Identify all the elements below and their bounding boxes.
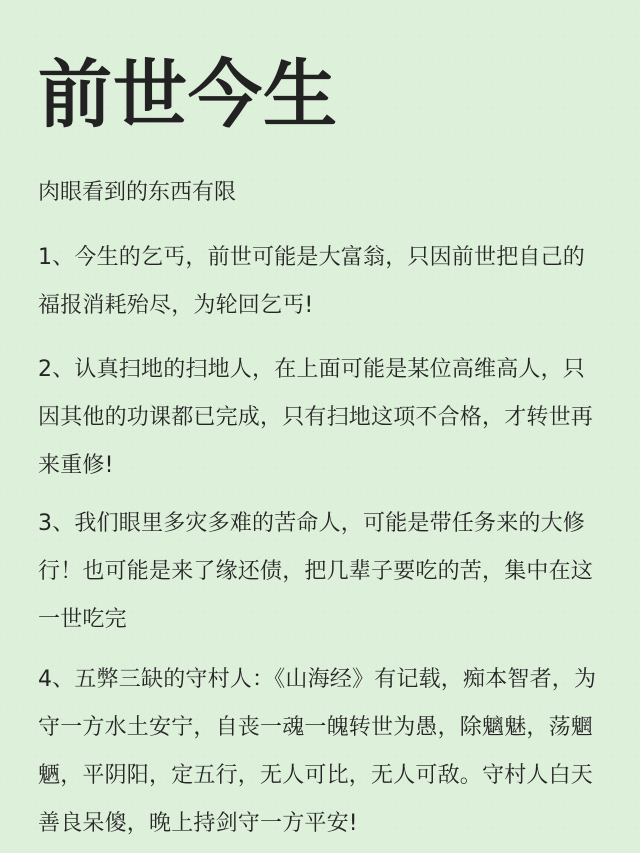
paragraph-2: 2、认真扫地的扫地人，在上面可能是某位高维高人，只因其他的功课都已完成，只有扫地这项不合格，才转世再来重修! (38, 357, 594, 478)
paragraph-4: 4、五弊三缺的守村人：《山海经》有记载，痴本智者，为守一方水土安宁，自丧一魂一魄转世为愚，除魑魅，荡魍魉，平阴阳，定五行，无人可比，无人可敌。守村人白天善良呆傻，晚上持剑守一方平安! (38, 667, 597, 836)
paragraph-3: 3、我们眼里多灾多难的苦命人，可能是带任务来的大修行！也可能是来了缘还债，把几辈子要吃的苦，集中在这一世吃完 (38, 511, 594, 632)
page-title: 前世今生 (38, 52, 338, 138)
paragraph-1: 1、今生的乞丐，前世可能是大富翁，只因前世把自己的福报消耗殆尽，为轮回乞丐! (38, 245, 585, 318)
intro-line: 肉眼看到的东西有限 (38, 180, 237, 205)
